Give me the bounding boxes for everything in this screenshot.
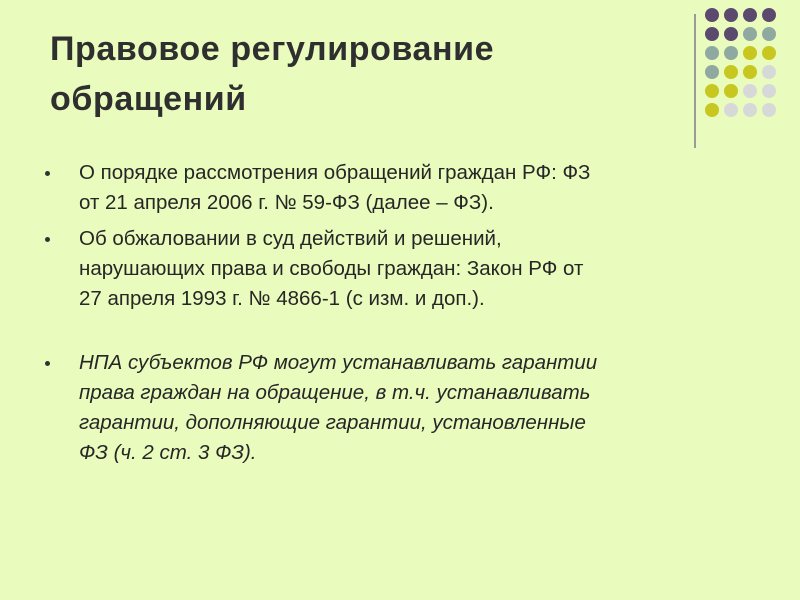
decorative-dot bbox=[743, 46, 757, 60]
bullet-text-line: ФЗ (ч. 2 ст. 3 ФЗ). bbox=[79, 441, 257, 464]
decorative-dot bbox=[705, 8, 719, 22]
bullet-text-line: гарантии, дополняющие гарантии, установленные bbox=[79, 411, 586, 434]
bullet-item bbox=[45, 158, 765, 218]
bullet-item bbox=[45, 224, 765, 314]
decorative-dot bbox=[743, 8, 757, 22]
bullet-marker bbox=[45, 171, 50, 176]
decorative-dot bbox=[762, 27, 776, 41]
decorative-dot bbox=[705, 84, 719, 98]
decorative-dot bbox=[705, 65, 719, 79]
decorative-dot bbox=[724, 84, 738, 98]
decorative-dot bbox=[724, 8, 738, 22]
decorative-dot bbox=[762, 46, 776, 60]
decorative-dot bbox=[724, 27, 738, 41]
decorative-dot bbox=[705, 103, 719, 117]
decorative-dot bbox=[762, 8, 776, 22]
bullet-marker bbox=[45, 237, 50, 242]
decorative-dot bbox=[743, 84, 757, 98]
bullet-text-line: О порядке рассмотрения обращений граждан РФ: ФЗ bbox=[79, 161, 591, 184]
bullet-item bbox=[45, 348, 765, 468]
bullet-text-line: от 21 апреля 2006 г. № 59-ФЗ (далее – ФЗ). bbox=[79, 191, 494, 214]
slide-title-line: Правовое регулирование bbox=[50, 30, 495, 68]
bullet-text-line: нарушающих права и свободы граждан: Закон РФ от bbox=[79, 257, 584, 280]
bullet-text-line: права граждан на обращение, в т.ч. устанавливать bbox=[79, 381, 591, 404]
decorative-dot bbox=[705, 46, 719, 60]
decorative-dot bbox=[724, 46, 738, 60]
decorative-dot bbox=[762, 84, 776, 98]
decorative-dot bbox=[743, 103, 757, 117]
decorative-dot bbox=[705, 27, 719, 41]
decorative-dot bbox=[743, 27, 757, 41]
decorative-dot bbox=[743, 65, 757, 79]
decorative-dot bbox=[724, 103, 738, 117]
bullet-text-line: НПА субъектов РФ могут устанавливать гарантии bbox=[79, 351, 598, 374]
slide-title-line: обращений bbox=[50, 80, 247, 118]
decorative-dot bbox=[724, 65, 738, 79]
bullet-text-line: 27 апреля 1993 г. № 4866-1 (с изм. и доп.). bbox=[79, 287, 485, 310]
bullet-text-line: Об обжаловании в суд действий и решений, bbox=[79, 227, 502, 250]
decorative-dot bbox=[762, 103, 776, 117]
bullet-list bbox=[45, 158, 765, 474]
bullet-marker bbox=[45, 361, 50, 366]
decorative-dot bbox=[762, 65, 776, 79]
